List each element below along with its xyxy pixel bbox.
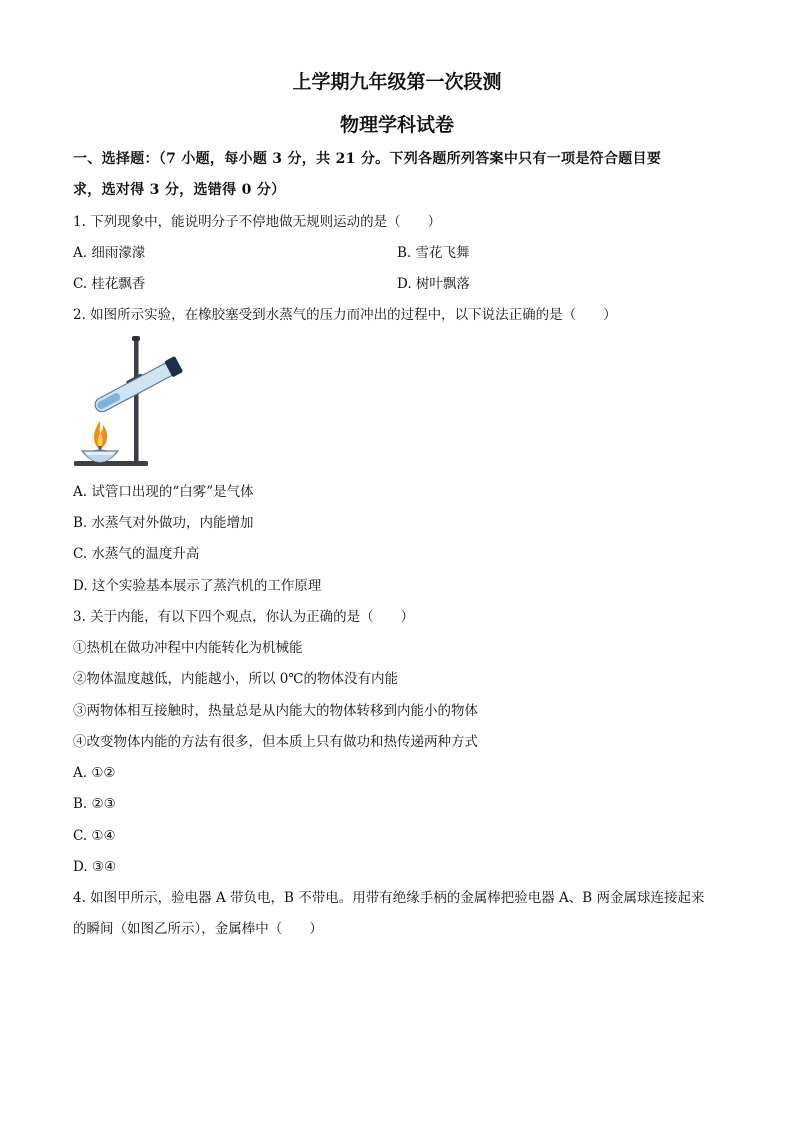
q3-option-a: A. ①② <box>73 765 116 781</box>
question-4-stem-cont: 的瞬间（如图乙所示），金属棒中（ ） <box>73 921 323 937</box>
question-2-stem: 2. 如图所示实验，在橡胶塞受到水蒸气的压力而冲出的过程中，以下说法正确的是（ ） <box>73 307 617 323</box>
q3-option-d: D. ③④ <box>73 859 117 875</box>
question-4-stem: 4. 如图甲所示，验电器 A 带负电，B 不带电。用带有绝缘手柄的金属棒把验电器 A、B 两金属球连接起来 <box>73 890 705 906</box>
q2-option-d: D. 这个实验基本展示了蒸汽机的工作原理 <box>73 578 322 594</box>
stand-pole <box>134 338 139 463</box>
q3-statement-1: ①热机在做功冲程中内能转化为机械能 <box>73 640 303 656</box>
q3-option-c: C. ①④ <box>73 828 116 844</box>
page-subtitle: 物理学科试卷 <box>339 114 454 136</box>
q3-option-b: B. ②③ <box>73 796 116 812</box>
q1-option-d: D. 树叶飘落 <box>397 276 470 292</box>
q2-option-b: B. 水蒸气对外做功，内能增加 <box>73 515 254 531</box>
q2-option-c: C. 水蒸气的温度升高 <box>73 546 200 562</box>
q3-statement-3: ③两物体相互接触时，热量总是从内能大的物体转移到内能小的物体 <box>73 703 478 719</box>
q1-option-a: A. 细雨濛濛 <box>73 245 146 261</box>
q3-statement-4: ④改变物体内能的方法有很多，但本质上只有做功和热传递两种方式 <box>73 734 478 750</box>
question-3-stem: 3. 关于内能，有以下四个观点，你认为正确的是（ ） <box>73 609 415 625</box>
section-heading: 一、选择题：（7 小题，每小题 3 分，共 21 分。下列各题所列答案中只有一项是符合题目要 <box>73 151 662 167</box>
page-title: 上学期九年级第一次段测 <box>292 71 502 93</box>
q1-option-b: B. 雪花飞舞 <box>397 245 470 261</box>
q2-option-a: A. 试管口出现的“白雾”是气体 <box>73 484 254 500</box>
question-1-stem: 1. 下列现象中，能说明分子不停地做无规则运动的是（ ） <box>73 214 442 230</box>
q1-option-c: C. 桂花飘香 <box>73 276 146 292</box>
section-heading-cont: 求，选对得 3 分，选错得 0 分） <box>73 182 286 198</box>
test-tube-experiment-figure <box>70 333 190 473</box>
q3-statement-2: ②物体温度越低，内能越小，所以 0℃的物体没有内能 <box>73 671 398 687</box>
